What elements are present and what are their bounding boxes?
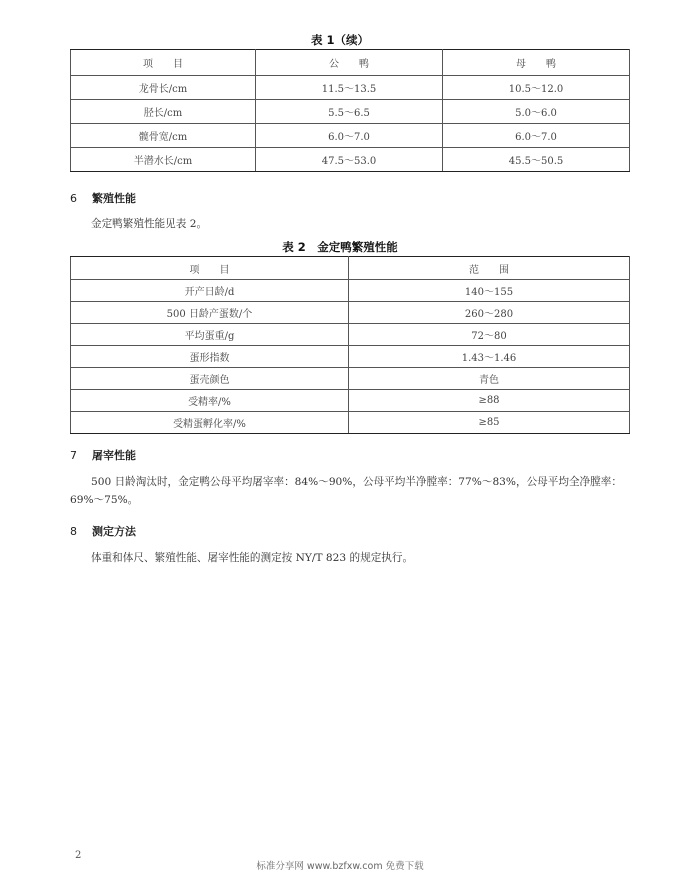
section-number: 6 [70, 192, 77, 205]
table-cell: 6.0～7.0 [443, 124, 630, 148]
section-title: 繁殖性能 [92, 192, 136, 205]
section-8-heading [70, 523, 136, 539]
table-row [71, 100, 630, 124]
section-title: 屠宰性能 [92, 449, 136, 462]
table1 [70, 49, 630, 172]
table-row [71, 302, 630, 324]
table-cell: 11.5～13.5 [256, 76, 443, 100]
table-cell: 500 日龄产蛋数/个 [71, 302, 349, 324]
table-cell: ≥88 [349, 390, 630, 412]
table-header-cell: 母 鸭 [443, 50, 630, 76]
table-cell: ≥85 [349, 412, 630, 434]
section-7-paragraph: 500 日龄淘汰时，金定鸭公母平均屠宰率：84%～90%，公母平均半净膛率：77%～83%，公母平均全净膛率：69%～75%。 [70, 476, 622, 506]
table-row [71, 346, 630, 368]
table-cell: 半潜水长/cm [71, 148, 256, 172]
table-cell: 1.43～1.46 [349, 346, 630, 368]
section-6-paragraph: 金定鸭繁殖性能见表 2。 [91, 218, 208, 230]
section-8-paragraph: 体重和体尺、繁殖性能、屠宰性能的测定按 NY/T 823 的规定执行。 [91, 552, 414, 564]
table-cell: 260～280 [349, 302, 630, 324]
table-row [71, 124, 630, 148]
table-row [71, 148, 630, 172]
footer-watermark: 标准分享网 www.bzfxw.com 免费下载 [256, 861, 424, 872]
table-cell: 龙骨长/cm [71, 76, 256, 100]
table-cell: 5.5～6.5 [256, 100, 443, 124]
table-cell: 髋骨宽/cm [71, 124, 256, 148]
table-cell: 开产日龄/d [71, 280, 349, 302]
section-number: 8 [70, 525, 77, 538]
table-cell: 47.5～53.0 [256, 148, 443, 172]
table-cell: 6.0～7.0 [256, 124, 443, 148]
table-row [71, 390, 630, 412]
section-number: 7 [70, 449, 77, 462]
table-cell: 45.5～50.5 [443, 148, 630, 172]
table-header-cell: 项 目 [71, 50, 256, 76]
table-row [71, 368, 630, 390]
table2 [70, 256, 630, 434]
table1-caption: 表 1（续） [310, 33, 369, 47]
section-6-heading [70, 190, 136, 206]
table-cell: 蛋形指数 [71, 346, 349, 368]
table-header-row [71, 50, 630, 76]
table-cell: 受精率/% [71, 390, 349, 412]
table2-caption: 表 2 金定鸭繁殖性能 [282, 240, 398, 254]
table-row [71, 412, 630, 434]
page-number: 2 [75, 850, 82, 861]
table-row [71, 324, 630, 346]
table-cell: 平均蛋重/g [71, 324, 349, 346]
table-cell: 青色 [349, 368, 630, 390]
table-header-cell: 范 围 [349, 257, 630, 280]
table-cell: 受精蛋孵化率/% [71, 412, 349, 434]
section-7-heading [70, 447, 136, 463]
table-cell: 72～80 [349, 324, 630, 346]
table-cell: 胫长/cm [71, 100, 256, 124]
table-header-row [71, 257, 630, 280]
table-row [71, 76, 630, 100]
table-header-cell: 项 目 [71, 257, 349, 280]
table-cell: 蛋壳颜色 [71, 368, 349, 390]
table-cell: 140～155 [349, 280, 630, 302]
table-cell: 5.0～6.0 [443, 100, 630, 124]
table-row [71, 280, 630, 302]
table-cell: 10.5～12.0 [443, 76, 630, 100]
section-title: 测定方法 [92, 525, 136, 538]
table-header-cell: 公 鸭 [256, 50, 443, 76]
